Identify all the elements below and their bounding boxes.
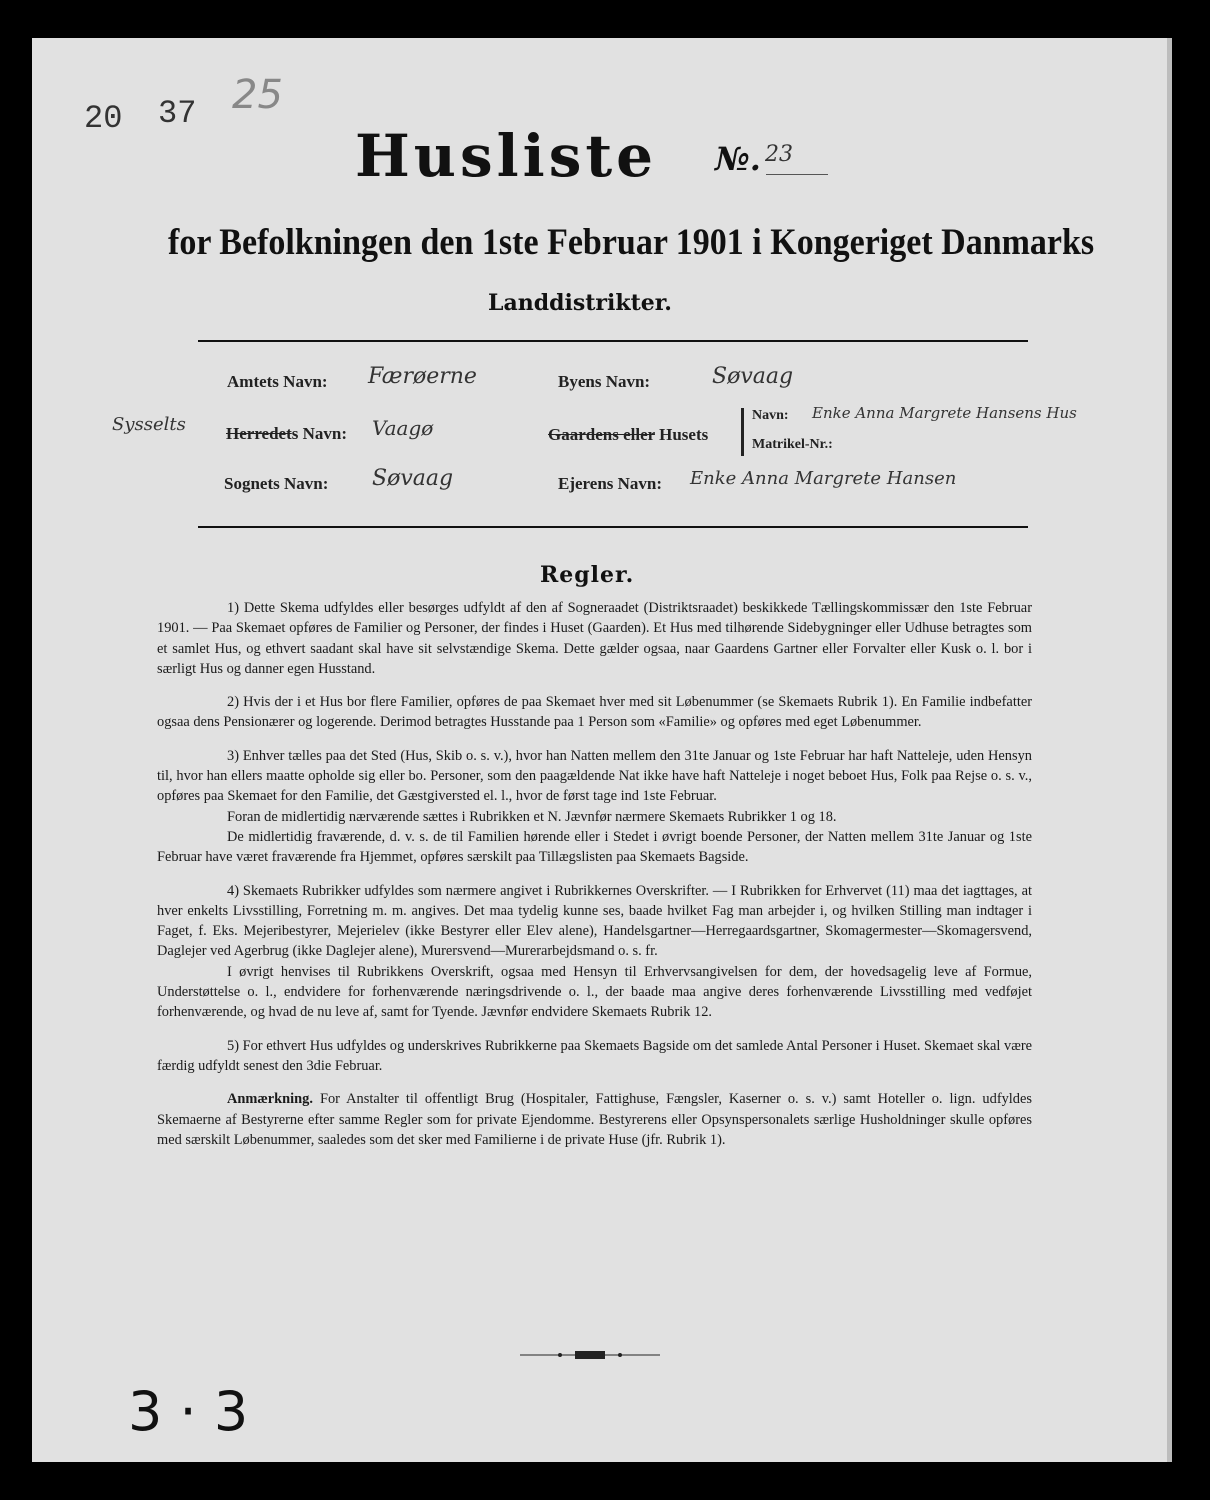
rule-5: 5) For ethvert Hus udfyldes og underskrives Rubrikkerne paa Skemaets Bagside om det samlede Antal Personer i Huset. Skemaet skal være færdig udfyldt senest den 3die Februar. — [157, 1037, 1032, 1074]
bracket — [741, 408, 744, 456]
amt-value: Færøerne — [368, 364, 477, 389]
gaard-struck: Gaardens eller — [548, 425, 655, 444]
matrikel-label: Matrikel-Nr.: — [752, 437, 833, 452]
herred-label-rest: s Navn: — [291, 424, 348, 443]
ejer-value: Enke Anna Margrete Hansen — [690, 468, 957, 489]
husets-label — [548, 425, 708, 445]
house-name-value: Enke Anna Margrete Hansens Hus — [812, 404, 1077, 422]
sogn-label: Sognets Navn: — [224, 474, 329, 493]
herred-struck: Herredet — [226, 424, 292, 443]
herred-value: Vaagø — [372, 416, 434, 440]
rule-2: 2) Hvis der i et Hus bor flere Familier, opføres de paa Skemaet hver med sit Løbenummer (se Skemaets Rubrik 1). En Familie indbefatter ogsaa dens Pensionærer og logerende. Derimod betragtes Husstande paa 1 Person som «Familie» og opføres med eget Løbenummer. — [157, 694, 1032, 731]
top-rule — [198, 340, 1028, 342]
number-underline — [766, 174, 828, 175]
remark-text: For Anstalter til offentligt Brug (Hospitaler, Fattighuse, Fængsler, Kaserner o. s. v.) samt Hoteller o. lign. udfyldes Skemaerne af Bestyrerne efter samme Regler som for private Ejendomme. Bestyrerens eller Opsynspersonalets særlige Husholdninger skulle opføres med særskilt Løbenummer, saaledes som det sker med Familierne i de private Huse (jfr. Rubrik 1). — [157, 1091, 1032, 1148]
rules-heading: Regler. — [540, 562, 635, 588]
archive-stamp-number: 20 — [84, 100, 123, 137]
byens-value: Søvaag — [712, 364, 794, 389]
rule-4: 4) Skemaets Rubrikker udfyldes som nærmere angivet i Rubrikkernes Overskrifter. — I Rubrikken for Erhvervet (11) maa det iagttages, at hver enkelts Livsstilling, Forretning m. m. angives. Det maa tydelig kunne ses, baade hvilket Fag man arbejder i, og hvilken Stilling man indtager i Faget, f. Eks. Mejeribestyrer, Mejerielev (ikke Bestyrer eller Elev alene), Handelsgartner—Herregaardsgartner, Skomagermester—Skomagersvend, Daglejer ved Agerbrug (ikke Daglejer alene), Murersvend—Murerarbejdsmand o. s. fr. — [157, 882, 1032, 960]
list-number: 23 — [765, 142, 793, 167]
remark-label: Anmærkning. — [227, 1091, 313, 1108]
remark — [157, 1089, 1032, 1150]
rule-3: 3) Enhver tælles paa det Sted (Hus, Skib o. s. v.), hvor han Natten mellem den 31te Januar og 1ste Februar har haft Natteleje, uden Hensyn til, hvor han ellers maatte opholde sig eller bo. Personer, som den paagældende Nat ikke have haft Natteleje i noget beboet Hus, Folk paa Rejse o. s. v., opføres paa Skemaet for den Familie, det Gæstgiversted el. l., hvor de først tage ind 1ste Februar. — [157, 747, 1032, 805]
rule-3-note-n: Foran de midlertidig nærværende sættes i Rubrikken et N. Jævnfør nærmere Skemaets Rubrikker 1 og 18. — [227, 808, 837, 825]
rule-4-occupation: I øvrigt henvises til Rubrikkens Overskrift, ogsaa med Hensyn til Erhvervsangivelsen for dem, der hovedsagelig leve af Formue, Understøttelse o. l., endvidere for forhenværende næringsdrivende o. l., der baade maa angive deres forhenværende Livsstilling med vedføjet forhenværende, og hvad de nu leve af, samt for Tyende. Jævnfør endvidere Skemaets Rubrik 12. — [157, 963, 1032, 1021]
page-title: Husliste — [355, 122, 658, 190]
subtitle-districts: Landdistrikter. — [488, 290, 672, 316]
archive-stamp-number-2: 37 — [158, 95, 197, 132]
rule-3-absent: De midlertidig fraværende, d. v. s. de til Familien hørende eller i Stedet i øvrigt boende Personer, der Natten mellem 31te Januar og 1ste Februar have været fraværende fra Hjemmet, opføres særskilt paa Tillægslisten paa Skemaets Bagside. — [157, 828, 1032, 866]
sheet-edge — [1167, 38, 1172, 1462]
number-label: №. — [715, 140, 761, 178]
sysselts-note: Sysselts — [112, 414, 186, 435]
ornament-divider — [520, 1348, 660, 1362]
herred-label — [226, 424, 347, 444]
page-number-handwritten: 3 · 3 — [128, 1380, 249, 1443]
pencil-note: 25 — [232, 72, 283, 118]
rules-body — [157, 598, 1032, 1150]
subtitle: for Befolkningen den 1ste Februar 1901 i Kongeriget Danmarks — [168, 222, 1095, 263]
husets-word: Husets — [659, 425, 709, 444]
byens-label: Byens Navn: — [558, 372, 651, 391]
amt-label: Amtets Navn: — [227, 372, 328, 391]
navn-label: Navn: — [752, 408, 789, 423]
sogn-value: Søvaag — [372, 466, 454, 491]
bottom-rule — [198, 526, 1028, 528]
ejer-label: Ejerens Navn: — [558, 474, 663, 493]
rule-1: 1) Dette Skema udfyldes eller besørges udfyldt af den af Sogneraadet (Distriktsraadet) beskikkede Tællingskommissær den 1ste Februar 1901. — Paa Skemaet opføres de Familier og Personer, der findes i Huset (Gaarden). Et Hus med tilhørende Sidebygninger eller Udhuse betragtes som et samlet Hus, og ethvert saadant skal have sit selvstændige Skema. Dette gælder ogsaa, naar Gaardens Gartner eller Forvalter eller Kusk o. l. bor i særligt Hus og danner egen Husstand. — [157, 600, 1032, 677]
